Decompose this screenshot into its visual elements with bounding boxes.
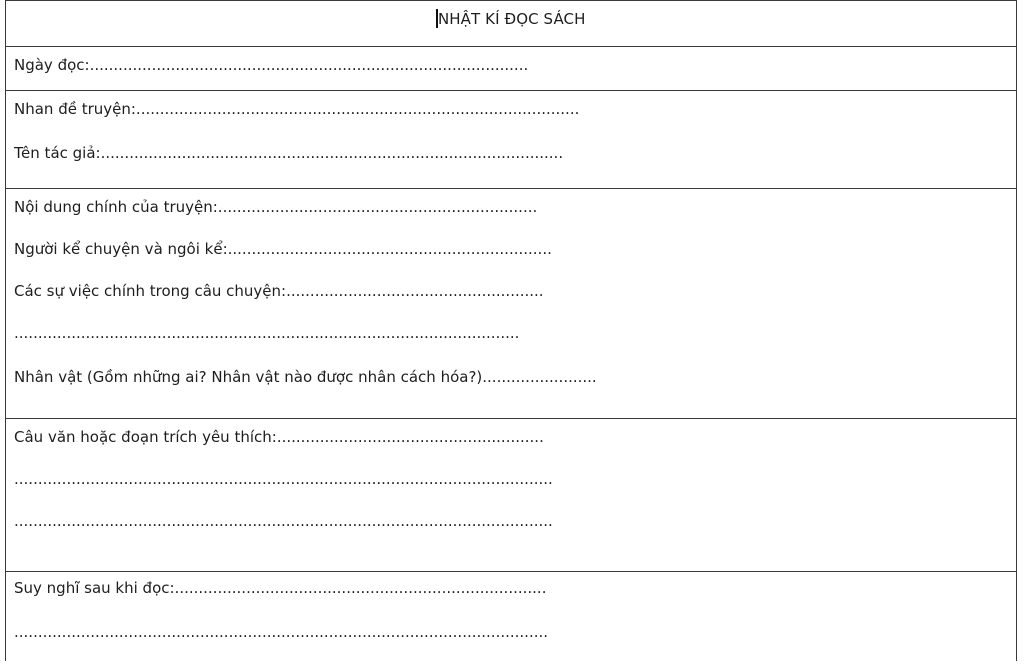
section-reading-date bbox=[6, 47, 1016, 91]
section-favorite-quote bbox=[6, 419, 1016, 572]
main-events-continuation-line[interactable]: .......................................................................................................... bbox=[14, 324, 520, 342]
main-content-line[interactable]: Nội dung chính của truyện:................................................................... bbox=[14, 198, 538, 216]
section-story-content bbox=[6, 189, 1016, 419]
document-title[interactable] bbox=[6, 9, 1016, 28]
favorite-quote-continuation-line-1[interactable]: ................................................................................................................. bbox=[14, 470, 553, 488]
title-row bbox=[6, 1, 1016, 47]
main-events-line[interactable]: Các sự việc chính trong câu chuyện:...................................................... bbox=[14, 282, 544, 300]
section-book-info bbox=[6, 91, 1016, 189]
favorite-quote-continuation-line-2[interactable]: ................................................................................................................. bbox=[14, 512, 553, 530]
reflection-line[interactable]: Suy nghĩ sau khi đọc:.............................................................................. bbox=[14, 579, 547, 597]
document-title-text: NHẬT KÍ ĐỌC SÁCH bbox=[437, 10, 586, 28]
narrator-line[interactable]: Người kể chuyện và ngôi kể:.................................................................... bbox=[14, 240, 552, 258]
story-title-line[interactable]: Nhan đề truyện:............................................................................................. bbox=[14, 100, 580, 118]
author-line[interactable]: Tên tác giả:................................................................................................. bbox=[14, 144, 564, 162]
reading-journal-table bbox=[5, 0, 1017, 661]
favorite-quote-line[interactable]: Câu văn hoặc đoạn trích yêu thích:........................................................ bbox=[14, 428, 544, 446]
reading-date-line[interactable]: Ngày đọc:............................................................................................ bbox=[14, 56, 529, 74]
reflection-continuation-line[interactable]: ................................................................................................................ bbox=[14, 623, 549, 641]
characters-line[interactable]: Nhân vật (Gồm những ai? Nhân vật nào được nhân cách hóa?)........................ bbox=[14, 368, 597, 386]
section-reflection bbox=[6, 572, 1016, 664]
